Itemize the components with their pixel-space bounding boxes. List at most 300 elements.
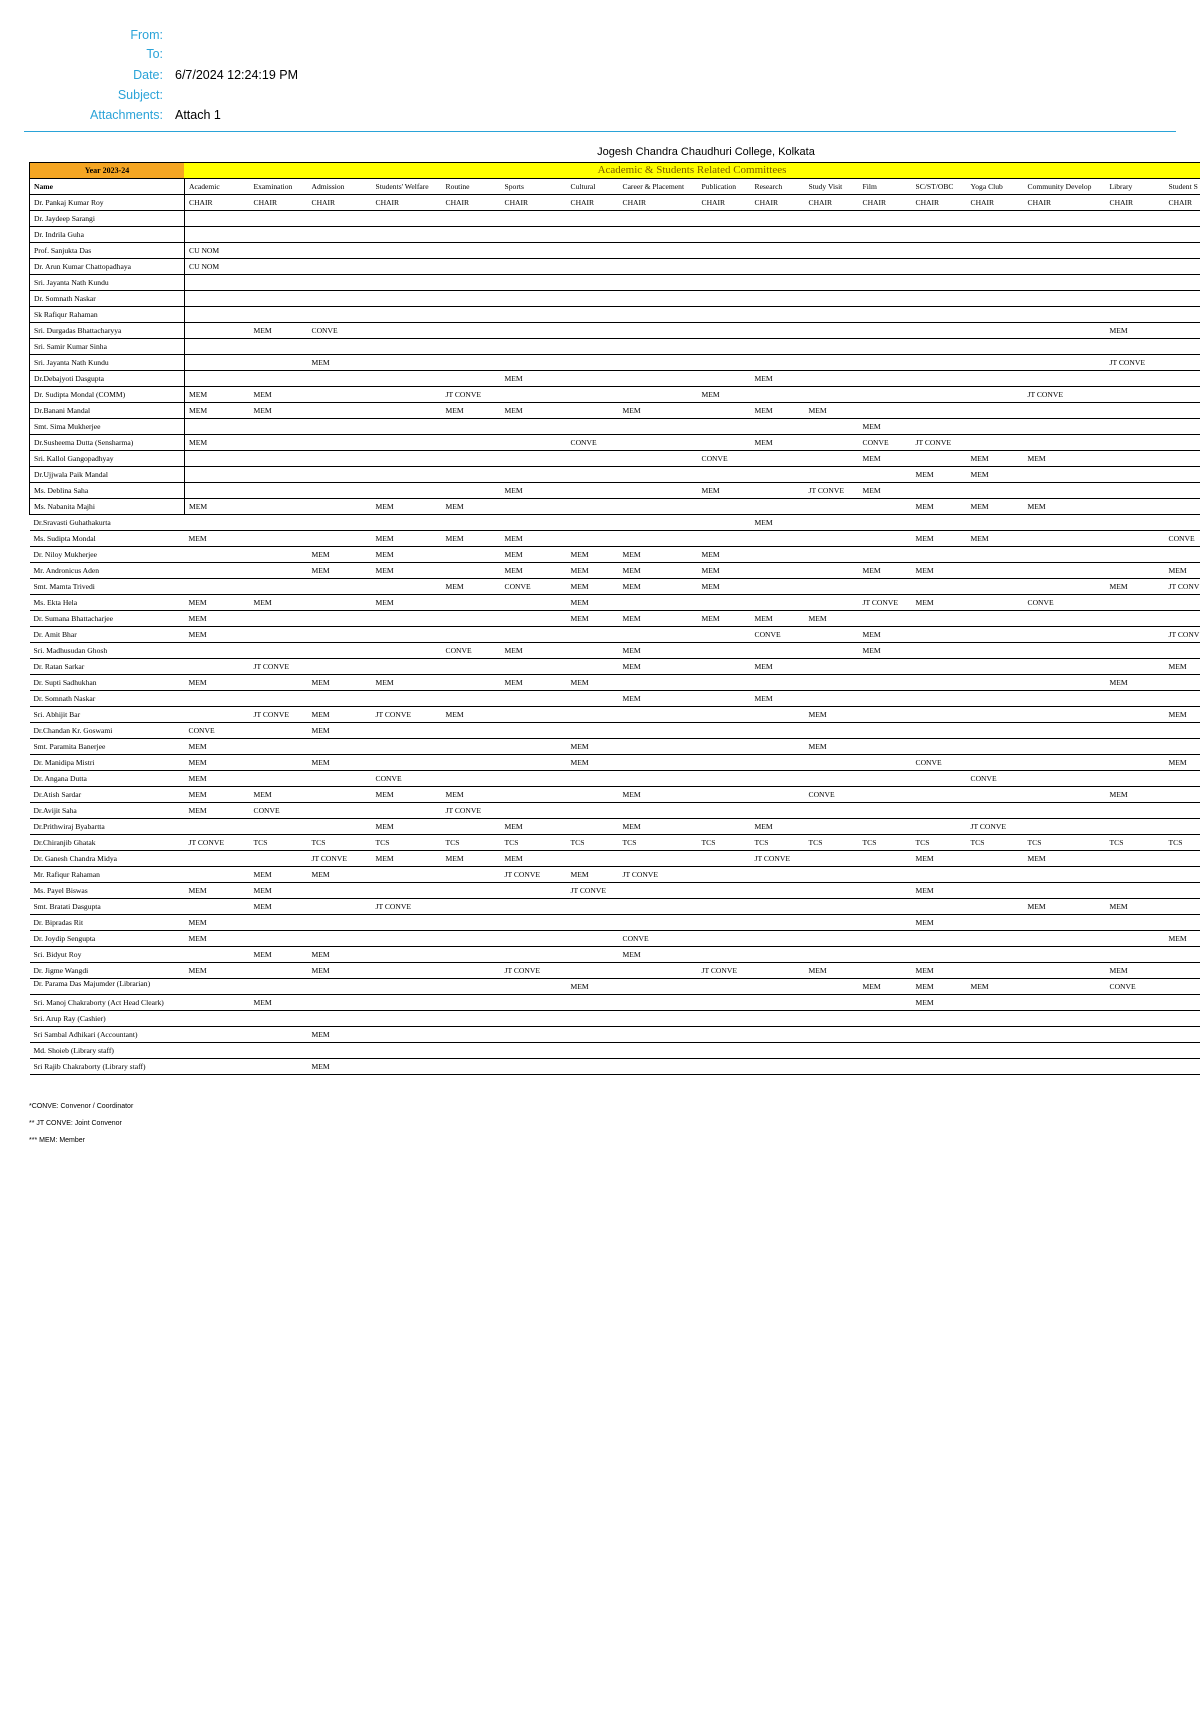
role-cell xyxy=(1106,755,1165,771)
role-cell xyxy=(1106,419,1165,435)
role-cell: MEM xyxy=(912,531,967,547)
role-cell xyxy=(912,1027,967,1043)
column-header: Student S xyxy=(1165,179,1200,195)
role-cell xyxy=(751,787,805,803)
role-cell xyxy=(912,579,967,595)
role-cell: MEM xyxy=(308,1059,372,1075)
role-cell: MEM xyxy=(698,563,751,579)
role-cell xyxy=(859,243,912,259)
role-cell xyxy=(250,851,308,867)
role-cell: MEM xyxy=(442,403,501,419)
role-cell xyxy=(912,787,967,803)
table-row xyxy=(30,787,1200,803)
role-cell xyxy=(250,931,308,947)
role-cell xyxy=(501,451,567,467)
role-cell: CHAIR xyxy=(185,195,250,211)
role-cell xyxy=(805,243,859,259)
role-cell xyxy=(308,659,372,675)
role-cell xyxy=(185,371,250,387)
role-cell: MEM xyxy=(1165,563,1200,579)
role-cell xyxy=(1165,1027,1200,1043)
column-header: Examination xyxy=(250,179,308,195)
role-cell: MEM xyxy=(185,403,250,419)
table-row xyxy=(30,979,1200,995)
role-cell xyxy=(805,899,859,915)
role-cell xyxy=(308,579,372,595)
role-cell xyxy=(250,355,308,371)
role-cell xyxy=(250,547,308,563)
role-cell: MEM xyxy=(912,883,967,899)
role-cell: MEM xyxy=(805,611,859,627)
role-cell xyxy=(1106,883,1165,899)
role-cell xyxy=(501,883,567,899)
role-cell xyxy=(1106,275,1165,291)
role-cell: MEM xyxy=(308,723,372,739)
role-cell xyxy=(967,323,1024,339)
member-name-cell: Dr. Somnath Naskar xyxy=(30,291,185,307)
role-cell xyxy=(372,403,442,419)
band-row xyxy=(29,162,1200,178)
table-row xyxy=(30,723,1200,739)
role-cell xyxy=(501,467,567,483)
role-cell: CHAIR xyxy=(308,195,372,211)
member-name-cell: Ms. Deblina Saha xyxy=(30,483,185,499)
legend-note-jt-conve: ** JT CONVE: Joint Convenor xyxy=(29,1120,122,1127)
role-cell: CONVE xyxy=(442,643,501,659)
column-header-name: Name xyxy=(30,179,185,195)
role-cell xyxy=(442,691,501,707)
role-cell xyxy=(698,979,751,995)
member-name-cell: Dr. Sumana Bhattacharjee xyxy=(30,611,185,627)
role-cell xyxy=(501,723,567,739)
role-cell xyxy=(185,355,250,371)
member-name-cell: Sri. Kallol Gangopadhyay xyxy=(30,451,185,467)
role-cell xyxy=(1024,627,1106,643)
role-cell: CHAIR xyxy=(912,195,967,211)
role-cell xyxy=(501,515,567,531)
role-cell xyxy=(698,339,751,355)
role-cell: MEM xyxy=(250,995,308,1011)
role-cell xyxy=(501,739,567,755)
role-cell: CONVE xyxy=(619,931,698,947)
role-cell xyxy=(308,995,372,1011)
table-row xyxy=(30,931,1200,947)
role-cell xyxy=(1024,643,1106,659)
role-cell: MEM xyxy=(967,467,1024,483)
member-name-cell: Sri. Jayanta Nath Kundu xyxy=(30,275,185,291)
role-cell xyxy=(1024,259,1106,275)
role-cell xyxy=(567,723,619,739)
role-cell: MEM xyxy=(1165,659,1200,675)
table-row xyxy=(30,1059,1200,1075)
role-cell xyxy=(859,659,912,675)
table-row xyxy=(30,563,1200,579)
role-cell xyxy=(308,691,372,707)
role-cell xyxy=(912,451,967,467)
role-cell: MEM xyxy=(308,1027,372,1043)
role-cell xyxy=(442,307,501,323)
role-cell: MEM xyxy=(751,435,805,451)
role-cell xyxy=(501,787,567,803)
role-cell xyxy=(698,1059,751,1075)
role-cell xyxy=(805,355,859,371)
role-cell xyxy=(501,1027,567,1043)
role-cell xyxy=(967,595,1024,611)
role-cell xyxy=(442,1043,501,1059)
role-cell xyxy=(185,851,250,867)
header-to-row xyxy=(0,45,1200,63)
role-cell xyxy=(501,931,567,947)
role-cell xyxy=(967,579,1024,595)
member-name-cell: Sri. Durgadas Bhattacharyya xyxy=(30,323,185,339)
role-cell xyxy=(501,259,567,275)
role-cell xyxy=(185,451,250,467)
table-row xyxy=(30,355,1200,371)
role-cell: MEM xyxy=(308,755,372,771)
role-cell xyxy=(967,275,1024,291)
header-attachments-value[interactable]: Attach 1 xyxy=(175,108,221,122)
table-row xyxy=(30,339,1200,355)
role-cell xyxy=(567,387,619,403)
role-cell xyxy=(967,995,1024,1011)
role-cell xyxy=(442,371,501,387)
role-cell xyxy=(805,579,859,595)
role-cell xyxy=(1024,947,1106,963)
role-cell: TCS xyxy=(967,835,1024,851)
role-cell xyxy=(859,323,912,339)
role-cell: TCS xyxy=(698,835,751,851)
role-cell: MEM xyxy=(751,403,805,419)
role-cell xyxy=(805,275,859,291)
role-cell xyxy=(308,979,372,995)
role-cell xyxy=(1165,403,1200,419)
role-cell xyxy=(442,931,501,947)
role-cell xyxy=(250,275,308,291)
role-cell xyxy=(1024,307,1106,323)
role-cell xyxy=(698,915,751,931)
role-cell: JT CONVE xyxy=(442,803,501,819)
role-cell xyxy=(751,307,805,323)
table-row xyxy=(30,707,1200,723)
role-cell xyxy=(619,803,698,819)
role-cell xyxy=(859,387,912,403)
role-cell xyxy=(967,339,1024,355)
role-cell xyxy=(912,259,967,275)
role-cell: MEM xyxy=(308,563,372,579)
role-cell: MEM xyxy=(698,611,751,627)
role-cell xyxy=(1106,867,1165,883)
header-subject-label: Subject: xyxy=(117,88,163,102)
member-name-cell: Sri. Madhusudan Ghosh xyxy=(30,643,185,659)
column-header: Yoga Club xyxy=(967,179,1024,195)
role-cell xyxy=(1024,611,1106,627)
role-cell: MEM xyxy=(698,387,751,403)
table-header-row xyxy=(30,179,1200,195)
role-cell: JT CONVE xyxy=(250,659,308,675)
role-cell xyxy=(912,675,967,691)
role-cell xyxy=(619,899,698,915)
role-cell: JT CONVE xyxy=(912,435,967,451)
role-cell xyxy=(698,803,751,819)
role-cell xyxy=(567,499,619,515)
role-cell: MEM xyxy=(372,499,442,515)
role-cell xyxy=(698,707,751,723)
member-name-cell: Dr. Niloy Mukherjee xyxy=(30,547,185,563)
role-cell xyxy=(442,723,501,739)
role-cell: CHAIR xyxy=(859,195,912,211)
member-name-cell: Dr. Indrila Guha xyxy=(30,227,185,243)
role-cell xyxy=(1165,1043,1200,1059)
role-cell xyxy=(805,915,859,931)
role-cell xyxy=(751,387,805,403)
role-cell xyxy=(308,419,372,435)
role-cell xyxy=(308,1043,372,1059)
column-header: Cultural xyxy=(567,179,619,195)
role-cell xyxy=(567,467,619,483)
role-cell xyxy=(967,1059,1024,1075)
role-cell xyxy=(619,915,698,931)
role-cell xyxy=(1106,307,1165,323)
role-cell xyxy=(567,995,619,1011)
role-cell xyxy=(308,819,372,835)
role-cell xyxy=(751,339,805,355)
role-cell xyxy=(619,483,698,499)
role-cell xyxy=(912,419,967,435)
role-cell xyxy=(1106,691,1165,707)
role-cell: MEM xyxy=(501,371,567,387)
role-cell: MEM xyxy=(1024,851,1106,867)
table-row xyxy=(30,915,1200,931)
role-cell xyxy=(619,467,698,483)
role-cell xyxy=(1106,563,1165,579)
role-cell xyxy=(1106,1043,1165,1059)
role-cell xyxy=(698,291,751,307)
role-cell xyxy=(567,659,619,675)
role-cell xyxy=(1165,275,1200,291)
role-cell xyxy=(967,723,1024,739)
role-cell: MEM xyxy=(1165,707,1200,723)
role-cell: MEM xyxy=(308,355,372,371)
role-cell xyxy=(567,931,619,947)
role-cell xyxy=(805,387,859,403)
role-cell xyxy=(185,307,250,323)
role-cell xyxy=(859,531,912,547)
role-cell: CHAIR xyxy=(501,195,567,211)
legend-note-mem: *** MEM: Member xyxy=(29,1137,86,1144)
role-cell xyxy=(1106,851,1165,867)
role-cell xyxy=(619,1043,698,1059)
role-cell xyxy=(751,227,805,243)
role-cell xyxy=(1165,291,1200,307)
role-cell xyxy=(1106,547,1165,563)
role-cell xyxy=(185,339,250,355)
role-cell xyxy=(698,1011,751,1027)
role-cell: TCS xyxy=(751,835,805,851)
role-cell xyxy=(1165,339,1200,355)
role-cell: MEM xyxy=(619,403,698,419)
role-cell xyxy=(698,627,751,643)
header-from-row xyxy=(0,26,1200,44)
column-header: Library xyxy=(1106,179,1165,195)
role-cell xyxy=(751,899,805,915)
role-cell xyxy=(250,211,308,227)
role-cell: TCS xyxy=(912,835,967,851)
role-cell: MEM xyxy=(442,531,501,547)
role-cell xyxy=(1165,771,1200,787)
role-cell xyxy=(912,211,967,227)
role-cell xyxy=(372,467,442,483)
role-cell xyxy=(912,819,967,835)
role-cell: MEM xyxy=(912,499,967,515)
role-cell xyxy=(619,739,698,755)
role-cell xyxy=(501,659,567,675)
role-cell: MEM xyxy=(308,675,372,691)
role-cell: MEM xyxy=(751,691,805,707)
role-cell xyxy=(751,243,805,259)
role-cell xyxy=(619,755,698,771)
table-row xyxy=(30,211,1200,227)
role-cell xyxy=(1106,819,1165,835)
member-name-cell: Smt. Sima Mukherjee xyxy=(30,419,185,435)
role-cell xyxy=(372,435,442,451)
role-cell xyxy=(619,435,698,451)
role-cell xyxy=(1165,787,1200,803)
role-cell xyxy=(859,739,912,755)
role-cell xyxy=(372,483,442,499)
column-header: Academic xyxy=(185,179,250,195)
role-cell xyxy=(501,771,567,787)
role-cell xyxy=(1165,387,1200,403)
role-cell xyxy=(1024,771,1106,787)
table-row xyxy=(30,851,1200,867)
member-name-cell: Dr.Ujjwala Paik Mandal xyxy=(30,467,185,483)
table-row xyxy=(30,611,1200,627)
role-cell xyxy=(442,419,501,435)
role-cell xyxy=(250,1011,308,1027)
role-cell: MEM xyxy=(859,483,912,499)
role-cell: MEM xyxy=(912,963,967,979)
role-cell: MEM xyxy=(372,819,442,835)
role-cell: MEM xyxy=(185,675,250,691)
role-cell: MEM xyxy=(501,819,567,835)
role-cell xyxy=(805,339,859,355)
role-cell xyxy=(567,707,619,723)
role-cell xyxy=(250,691,308,707)
role-cell xyxy=(698,595,751,611)
role-cell xyxy=(250,755,308,771)
role-cell xyxy=(967,403,1024,419)
role-cell xyxy=(442,211,501,227)
role-cell: JT CONVE xyxy=(1024,387,1106,403)
role-cell: CONVE xyxy=(698,451,751,467)
role-cell xyxy=(912,899,967,915)
member-name-cell: Dr. Supti Sadhukhan xyxy=(30,675,185,691)
role-cell xyxy=(859,963,912,979)
role-cell xyxy=(501,755,567,771)
role-cell xyxy=(751,1059,805,1075)
role-cell xyxy=(859,611,912,627)
header-subject-row xyxy=(0,86,1200,104)
role-cell xyxy=(372,419,442,435)
role-cell: MEM xyxy=(501,851,567,867)
role-cell xyxy=(1106,483,1165,499)
role-cell: MEM xyxy=(185,387,250,403)
role-cell: MEM xyxy=(250,403,308,419)
role-cell xyxy=(1024,1059,1106,1075)
member-name-cell: Sk Rafiqur Rahaman xyxy=(30,307,185,323)
role-cell: MEM xyxy=(185,435,250,451)
role-cell: MEM xyxy=(859,451,912,467)
role-cell xyxy=(567,1027,619,1043)
role-cell xyxy=(1024,323,1106,339)
role-cell xyxy=(698,211,751,227)
role-cell xyxy=(912,243,967,259)
role-cell: MEM xyxy=(1106,787,1165,803)
table-row xyxy=(30,675,1200,691)
role-cell xyxy=(1106,1011,1165,1027)
role-cell xyxy=(751,979,805,995)
column-header: Film xyxy=(859,179,912,195)
role-cell xyxy=(567,787,619,803)
role-cell xyxy=(912,659,967,675)
role-cell xyxy=(442,259,501,275)
table-row xyxy=(30,227,1200,243)
role-cell xyxy=(442,355,501,371)
role-cell xyxy=(442,979,501,995)
role-cell xyxy=(805,467,859,483)
role-cell: CHAIR xyxy=(1106,195,1165,211)
role-cell: MEM xyxy=(372,787,442,803)
role-cell: MEM xyxy=(185,611,250,627)
role-cell xyxy=(185,579,250,595)
role-cell xyxy=(567,419,619,435)
role-cell: MEM xyxy=(185,595,250,611)
role-cell xyxy=(967,659,1024,675)
table-row xyxy=(30,387,1200,403)
role-cell xyxy=(1024,483,1106,499)
role-cell xyxy=(967,675,1024,691)
role-cell xyxy=(308,291,372,307)
role-cell xyxy=(250,227,308,243)
role-cell xyxy=(859,1059,912,1075)
role-cell: MEM xyxy=(185,755,250,771)
role-cell xyxy=(859,995,912,1011)
role-cell xyxy=(967,1043,1024,1059)
role-cell xyxy=(805,211,859,227)
header-date-value: 6/7/2024 12:24:19 PM xyxy=(175,68,299,82)
role-cell xyxy=(912,371,967,387)
role-cell xyxy=(1024,1027,1106,1043)
role-cell xyxy=(501,291,567,307)
role-cell xyxy=(250,1059,308,1075)
role-cell xyxy=(372,883,442,899)
role-cell xyxy=(805,435,859,451)
role-cell: JT CONVE xyxy=(250,707,308,723)
role-cell xyxy=(1165,483,1200,499)
role-cell xyxy=(567,451,619,467)
role-cell: MEM xyxy=(619,563,698,579)
role-cell xyxy=(1106,515,1165,531)
role-cell xyxy=(1165,675,1200,691)
role-cell xyxy=(501,227,567,243)
role-cell xyxy=(1106,451,1165,467)
role-cell xyxy=(250,291,308,307)
role-cell: MEM xyxy=(185,739,250,755)
role-cell: MEM xyxy=(250,323,308,339)
role-cell xyxy=(1024,403,1106,419)
role-cell xyxy=(912,867,967,883)
role-cell xyxy=(308,403,372,419)
